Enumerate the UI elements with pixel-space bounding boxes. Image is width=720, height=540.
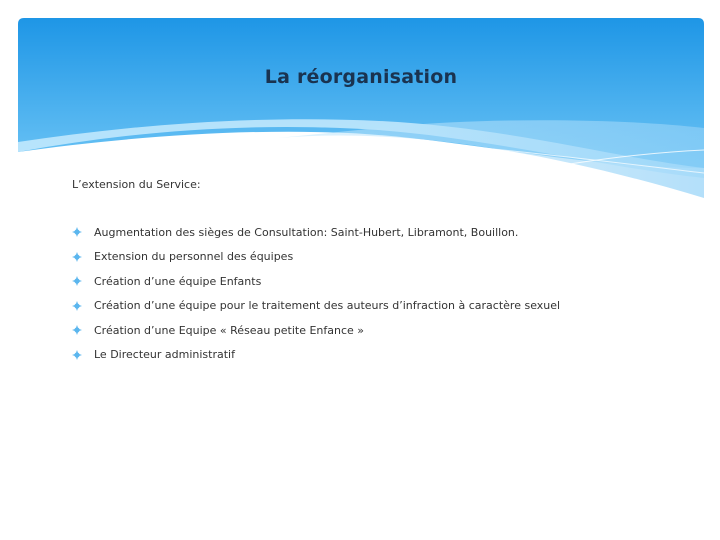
list-item bbox=[72, 245, 672, 270]
diamond-bullet-icon bbox=[72, 301, 82, 311]
bullet-label: Extension du personnel des équipes bbox=[94, 250, 294, 264]
bullet-label: Le Directeur administratif bbox=[94, 348, 235, 362]
banner-wave-graphic bbox=[18, 18, 704, 198]
list-item bbox=[72, 343, 672, 368]
diamond-bullet-icon bbox=[72, 276, 82, 286]
list-item bbox=[72, 220, 672, 245]
bullet-label: Augmentation des sièges de Consultation: Saint-Hubert, Libramont, Bouillon. bbox=[94, 225, 519, 239]
diamond-bullet-icon bbox=[72, 325, 82, 335]
bullet-label: Création d’une Equipe « Réseau petite Enfance » bbox=[94, 323, 365, 337]
diamond-bullet-icon bbox=[72, 227, 82, 237]
list-item bbox=[72, 294, 672, 319]
slide-content bbox=[72, 178, 672, 367]
list-item bbox=[72, 318, 672, 343]
intro-text: L’extension du Service: bbox=[72, 178, 201, 191]
title-banner bbox=[18, 18, 704, 198]
bullet-label: Création d’une équipe Enfants bbox=[94, 274, 262, 288]
bullet-label: Création d’une équipe pour le traitement des auteurs d’infraction à caractère sexuel bbox=[94, 299, 561, 313]
diamond-bullet-icon bbox=[72, 252, 82, 262]
bullet-list bbox=[72, 220, 672, 367]
list-item bbox=[72, 269, 672, 294]
slide-title: La réorganisation bbox=[264, 66, 458, 88]
diamond-bullet-icon bbox=[72, 350, 82, 360]
